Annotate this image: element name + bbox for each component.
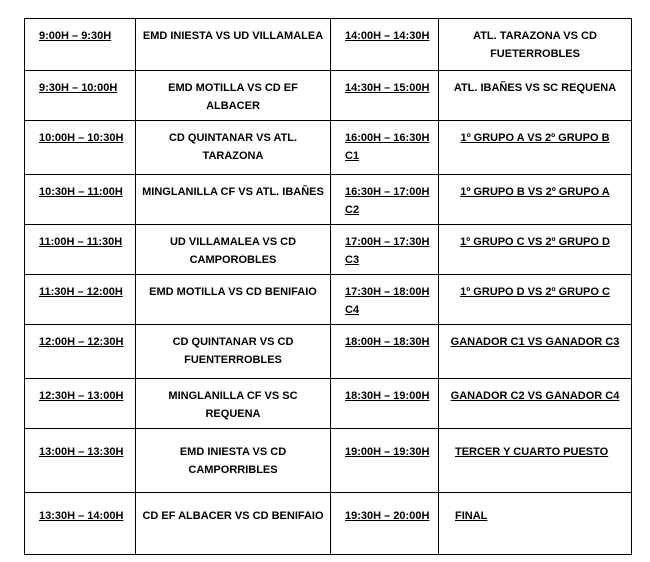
match-cell: EMD MOTILLA VS CD EF ALBACER bbox=[136, 71, 331, 121]
time-cell: 13:30H – 14:00H bbox=[25, 493, 136, 555]
time-cell: 11:30H – 12:00H bbox=[25, 275, 136, 325]
match-cell bbox=[439, 429, 632, 493]
match-cell: EMD INIESTA VS UD VILLAMALEA bbox=[136, 19, 331, 71]
match-label: GANADOR C1 VS GANADOR C3 bbox=[450, 336, 620, 348]
time-cell: 19:00H – 19:30H bbox=[331, 429, 439, 493]
match-cell: ATL. TARAZONA VS CD FUETERROBLES bbox=[439, 19, 632, 71]
time-cell: 10:00H – 10:30H bbox=[25, 121, 136, 175]
match-cell: MINGLANILLA CF VS SC REQUENA bbox=[136, 379, 331, 429]
time-cell: 13:00H – 13:30H bbox=[25, 429, 136, 493]
time-cell: 16:30H – 17:00H C2 bbox=[331, 175, 439, 225]
table-row bbox=[25, 225, 632, 275]
match-label: 1º GRUPO C VS 2º GRUPO D bbox=[460, 236, 610, 248]
time-cell: 11:00H – 11:30H bbox=[25, 225, 136, 275]
time-cell: 18:00H – 18:30H bbox=[331, 325, 439, 379]
match-label: 1º GRUPO B VS 2º GRUPO A bbox=[460, 186, 610, 198]
table-row bbox=[25, 429, 632, 493]
match-cell bbox=[439, 325, 632, 379]
time-cell: 14:00H – 14:30H bbox=[331, 19, 439, 71]
match-label: 1º GRUPO A VS 2º GRUPO B bbox=[460, 132, 610, 144]
match-label: TERCER Y CUARTO PUESTO bbox=[455, 446, 609, 458]
schedule-table bbox=[24, 18, 632, 555]
time-cell: 12:00H – 12:30H bbox=[25, 325, 136, 379]
time-cell: 14:30H – 15:00H bbox=[331, 71, 439, 121]
match-cell: ATL. IBAÑES VS SC REQUENA bbox=[439, 71, 632, 121]
table-row bbox=[25, 71, 632, 121]
match-cell: CD EF ALBACER VS CD BENIFAIO bbox=[136, 493, 331, 555]
match-cell bbox=[439, 493, 632, 555]
match-cell: UD VILLAMALEA VS CD CAMPOROBLES bbox=[136, 225, 331, 275]
match-label: GANADOR C2 VS GANADOR C4 bbox=[450, 390, 620, 402]
match-label: FINAL bbox=[455, 510, 488, 522]
match-cell: EMD MOTILLA VS CD BENIFAIO bbox=[136, 275, 331, 325]
time-cell: 17:30H – 18:00H C4 bbox=[331, 275, 439, 325]
match-cell: CD QUINTANAR VS CD FUENTERROBLES bbox=[136, 325, 331, 379]
table-row bbox=[25, 493, 632, 555]
time-cell: 19:30H – 20:00H bbox=[331, 493, 439, 555]
table-row bbox=[25, 175, 632, 225]
match-cell: CD QUINTANAR VS ATL. TARAZONA bbox=[136, 121, 331, 175]
time-cell: 9:00H – 9:30H bbox=[25, 19, 136, 71]
table-row bbox=[25, 325, 632, 379]
match-cell bbox=[439, 121, 632, 175]
time-cell: 16:00H – 16:30H C1 bbox=[331, 121, 439, 175]
match-cell bbox=[439, 225, 632, 275]
match-cell: EMD INIESTA VS CD CAMPORRIBLES bbox=[136, 429, 331, 493]
table-row bbox=[25, 19, 632, 71]
match-cell: MINGLANILLA CF VS ATL. IBAÑES bbox=[136, 175, 331, 225]
match-cell bbox=[439, 379, 632, 429]
match-cell bbox=[439, 275, 632, 325]
table-row bbox=[25, 275, 632, 325]
time-cell: 12:30H – 13:00H bbox=[25, 379, 136, 429]
time-cell: 18:30H – 19:00H bbox=[331, 379, 439, 429]
time-cell: 17:00H – 17:30H C3 bbox=[331, 225, 439, 275]
time-cell: 9:30H – 10:00H bbox=[25, 71, 136, 121]
table-row bbox=[25, 121, 632, 175]
match-label: 1º GRUPO D VS 2º GRUPO C bbox=[460, 286, 610, 298]
match-cell bbox=[439, 175, 632, 225]
time-cell: 10:30H – 11:00H bbox=[25, 175, 136, 225]
table-row bbox=[25, 379, 632, 429]
